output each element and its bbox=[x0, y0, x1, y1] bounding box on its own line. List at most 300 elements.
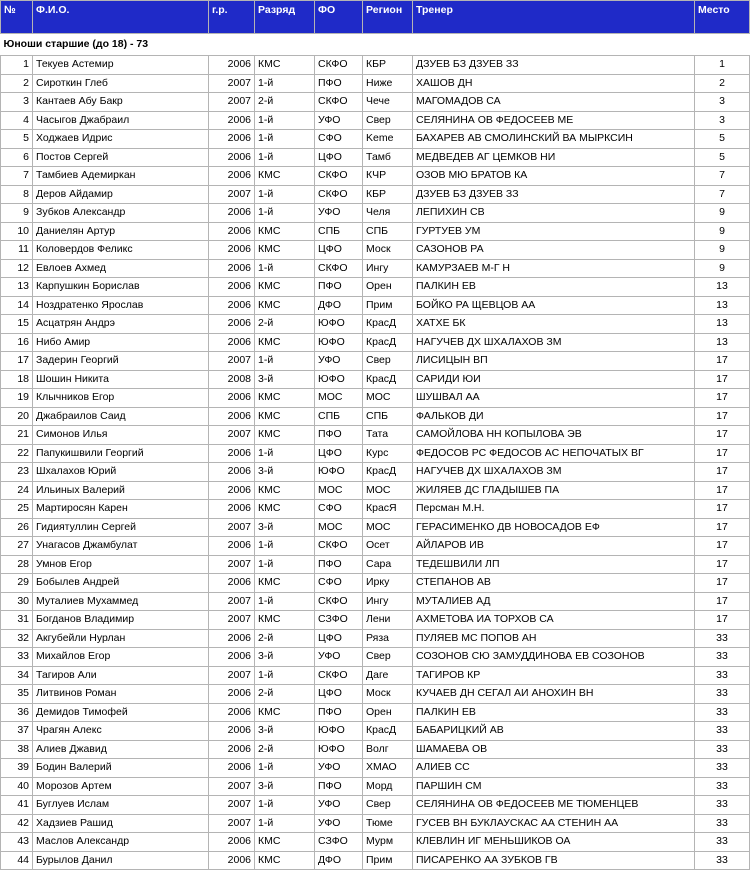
cell-row-num: 3 bbox=[1, 93, 33, 112]
cell-birth-year: 2006 bbox=[209, 389, 255, 408]
table-row bbox=[1, 111, 750, 130]
header-rank: Разряд bbox=[255, 1, 315, 34]
cell-place: 17 bbox=[695, 481, 750, 500]
cell-rank: 3-й bbox=[255, 463, 315, 482]
cell-athlete-name: Мартиросян Карен bbox=[33, 500, 209, 519]
cell-coach: ДЗУЕВ БЗ ДЗУЕВ ЗЗ bbox=[413, 185, 695, 204]
cell-rank: 1-й bbox=[255, 592, 315, 611]
header-num: № bbox=[1, 1, 33, 34]
cell-federal-district: ЦФО bbox=[315, 241, 363, 260]
cell-place: 13 bbox=[695, 278, 750, 297]
cell-birth-year: 2006 bbox=[209, 111, 255, 130]
cell-coach: ПУЛЯЕВ МС ПОПОВ АН bbox=[413, 629, 695, 648]
cell-region: КрасД bbox=[363, 463, 413, 482]
cell-region: КрасД bbox=[363, 333, 413, 352]
cell-place: 13 bbox=[695, 333, 750, 352]
cell-region: Чече bbox=[363, 93, 413, 112]
cell-place: 5 bbox=[695, 130, 750, 149]
cell-coach: ДЗУЕВ БЗ ДЗУЕВ ЗЗ bbox=[413, 56, 695, 75]
table-row bbox=[1, 722, 750, 741]
cell-athlete-name: Часыгов Джабраил bbox=[33, 111, 209, 130]
cell-rank: 3-й bbox=[255, 370, 315, 389]
cell-coach: ПИСАРЕНКО АА ЗУБКОВ ГВ bbox=[413, 851, 695, 870]
cell-region: КБР bbox=[363, 185, 413, 204]
cell-birth-year: 2007 bbox=[209, 74, 255, 93]
cell-region: МОС bbox=[363, 481, 413, 500]
cell-row-num: 2 bbox=[1, 74, 33, 93]
cell-region: Ингу bbox=[363, 259, 413, 278]
cell-rank: КМС bbox=[255, 481, 315, 500]
cell-place: 17 bbox=[695, 537, 750, 556]
cell-athlete-name: Клычников Егор bbox=[33, 389, 209, 408]
cell-place: 33 bbox=[695, 722, 750, 741]
header-fio: Ф.И.О. bbox=[33, 1, 209, 34]
cell-rank: 1-й bbox=[255, 148, 315, 167]
table-row bbox=[1, 500, 750, 519]
cell-region: Моск bbox=[363, 241, 413, 260]
cell-athlete-name: Коловердов Феликс bbox=[33, 241, 209, 260]
cell-rank: 3-й bbox=[255, 518, 315, 537]
cell-athlete-name: Асцатрян Андрэ bbox=[33, 315, 209, 334]
cell-region: Keme bbox=[363, 130, 413, 149]
cell-birth-year: 2006 bbox=[209, 296, 255, 315]
cell-place: 17 bbox=[695, 389, 750, 408]
cell-birth-year: 2006 bbox=[209, 407, 255, 426]
cell-row-num: 26 bbox=[1, 518, 33, 537]
cell-federal-district: ДФО bbox=[315, 296, 363, 315]
cell-row-num: 22 bbox=[1, 444, 33, 463]
table-row bbox=[1, 833, 750, 852]
cell-birth-year: 2006 bbox=[209, 833, 255, 852]
cell-birth-year: 2007 bbox=[209, 555, 255, 574]
cell-coach: НАГУЧЕВ ДХ ШХАЛАХОВ ЗМ bbox=[413, 333, 695, 352]
cell-birth-year: 2006 bbox=[209, 481, 255, 500]
cell-row-num: 4 bbox=[1, 111, 33, 130]
header-birth-year: г.р. bbox=[209, 1, 255, 34]
cell-birth-year: 2006 bbox=[209, 648, 255, 667]
table-row bbox=[1, 444, 750, 463]
cell-birth-year: 2008 bbox=[209, 370, 255, 389]
cell-row-num: 17 bbox=[1, 352, 33, 371]
cell-coach: ФАЛЬКОВ ДИ bbox=[413, 407, 695, 426]
table-row bbox=[1, 130, 750, 149]
cell-place: 7 bbox=[695, 167, 750, 186]
cell-rank: 1-й bbox=[255, 666, 315, 685]
table-row bbox=[1, 537, 750, 556]
cell-federal-district: СКФО bbox=[315, 592, 363, 611]
cell-place: 33 bbox=[695, 759, 750, 778]
cell-rank: 1-й bbox=[255, 759, 315, 778]
cell-row-num: 29 bbox=[1, 574, 33, 593]
cell-place: 9 bbox=[695, 204, 750, 223]
cell-place: 33 bbox=[695, 833, 750, 852]
cell-row-num: 13 bbox=[1, 278, 33, 297]
cell-rank: 1-й bbox=[255, 74, 315, 93]
table-row bbox=[1, 167, 750, 186]
cell-region: Свер bbox=[363, 352, 413, 371]
cell-coach: ПАЛКИН ЕВ bbox=[413, 703, 695, 722]
cell-birth-year: 2007 bbox=[209, 426, 255, 445]
cell-coach: ШАМАЕВА ОВ bbox=[413, 740, 695, 759]
table-row bbox=[1, 463, 750, 482]
cell-rank: КМС bbox=[255, 407, 315, 426]
cell-row-num: 23 bbox=[1, 463, 33, 482]
cell-coach: САМОЙЛОВА НН КОПЫЛОВА ЭВ bbox=[413, 426, 695, 445]
cell-coach: ФЕДОСОВ РС ФЕДОСОВ АС НЕПОЧАТЫХ ВГ bbox=[413, 444, 695, 463]
cell-region: ХМАО bbox=[363, 759, 413, 778]
cell-coach: ЖИЛЯЕВ ДС ГЛАДЫШЕВ ПА bbox=[413, 481, 695, 500]
table-row bbox=[1, 56, 750, 75]
cell-athlete-name: Джабраилов Саид bbox=[33, 407, 209, 426]
cell-place: 9 bbox=[695, 259, 750, 278]
cell-rank: 1-й bbox=[255, 259, 315, 278]
cell-athlete-name: Алиев Джавид bbox=[33, 740, 209, 759]
cell-region: МОС bbox=[363, 518, 413, 537]
cell-athlete-name: Ноздратенко Ярослав bbox=[33, 296, 209, 315]
table-row bbox=[1, 814, 750, 833]
cell-row-num: 15 bbox=[1, 315, 33, 334]
cell-birth-year: 2007 bbox=[209, 814, 255, 833]
cell-athlete-name: Шошин Никита bbox=[33, 370, 209, 389]
cell-row-num: 28 bbox=[1, 555, 33, 574]
cell-athlete-name: Унагасов Джамбулат bbox=[33, 537, 209, 556]
table-body bbox=[1, 34, 750, 870]
cell-place: 13 bbox=[695, 315, 750, 334]
cell-coach: СЕЛЯНИНА ОВ ФЕДОСЕЕВ МЕ bbox=[413, 111, 695, 130]
cell-federal-district: ПФО bbox=[315, 777, 363, 796]
cell-birth-year: 2006 bbox=[209, 685, 255, 704]
cell-region: Орен bbox=[363, 703, 413, 722]
cell-birth-year: 2006 bbox=[209, 500, 255, 519]
table-row bbox=[1, 222, 750, 241]
cell-region: Курс bbox=[363, 444, 413, 463]
cell-rank: КМС bbox=[255, 389, 315, 408]
cell-row-num: 34 bbox=[1, 666, 33, 685]
cell-coach: ГУРТУЕВ УМ bbox=[413, 222, 695, 241]
cell-row-num: 1 bbox=[1, 56, 33, 75]
cell-place: 33 bbox=[695, 777, 750, 796]
cell-rank: 2-й bbox=[255, 740, 315, 759]
table-row bbox=[1, 703, 750, 722]
cell-federal-district: ЦФО bbox=[315, 444, 363, 463]
cell-place: 33 bbox=[695, 685, 750, 704]
cell-row-num: 43 bbox=[1, 833, 33, 852]
cell-birth-year: 2006 bbox=[209, 629, 255, 648]
cell-athlete-name: Постов Сергей bbox=[33, 148, 209, 167]
cell-federal-district: СКФО bbox=[315, 56, 363, 75]
cell-athlete-name: Михайлов Егор bbox=[33, 648, 209, 667]
header-region: Регион bbox=[363, 1, 413, 34]
cell-birth-year: 2007 bbox=[209, 796, 255, 815]
cell-rank: КМС bbox=[255, 56, 315, 75]
cell-birth-year: 2006 bbox=[209, 333, 255, 352]
cell-row-num: 10 bbox=[1, 222, 33, 241]
cell-region: Свер bbox=[363, 796, 413, 815]
cell-place: 13 bbox=[695, 296, 750, 315]
cell-coach: ОЗОВ МЮ БРАТОВ КА bbox=[413, 167, 695, 186]
cell-federal-district: СКФО bbox=[315, 167, 363, 186]
cell-row-num: 19 bbox=[1, 389, 33, 408]
cell-athlete-name: Зубков Александр bbox=[33, 204, 209, 223]
cell-place: 9 bbox=[695, 222, 750, 241]
cell-coach: ХАШОВ ДН bbox=[413, 74, 695, 93]
cell-row-num: 14 bbox=[1, 296, 33, 315]
cell-athlete-name: Богданов Владимир bbox=[33, 611, 209, 630]
cell-coach: ПАРШИН СМ bbox=[413, 777, 695, 796]
cell-federal-district: ПФО bbox=[315, 703, 363, 722]
cell-place: 17 bbox=[695, 444, 750, 463]
cell-birth-year: 2006 bbox=[209, 259, 255, 278]
cell-athlete-name: Сироткин Глеб bbox=[33, 74, 209, 93]
cell-place: 33 bbox=[695, 851, 750, 870]
cell-region: МОС bbox=[363, 389, 413, 408]
cell-coach: СОЗОНОВ СЮ ЗАМУДДИНОВА ЕВ СОЗОНОВ bbox=[413, 648, 695, 667]
cell-birth-year: 2006 bbox=[209, 537, 255, 556]
cell-coach: ТЕДЕШВИЛИ ЛП bbox=[413, 555, 695, 574]
cell-federal-district: МОС bbox=[315, 481, 363, 500]
cell-place: 17 bbox=[695, 555, 750, 574]
cell-place: 2 bbox=[695, 74, 750, 93]
cell-coach: АХМЕТОВА ИА ТОРХОВ СА bbox=[413, 611, 695, 630]
cell-region: Орен bbox=[363, 278, 413, 297]
cell-federal-district: СЗФО bbox=[315, 611, 363, 630]
cell-place: 33 bbox=[695, 740, 750, 759]
table-row bbox=[1, 740, 750, 759]
table-row bbox=[1, 93, 750, 112]
cell-athlete-name: Карпушкин Борислав bbox=[33, 278, 209, 297]
cell-row-num: 41 bbox=[1, 796, 33, 815]
cell-rank: КМС bbox=[255, 278, 315, 297]
cell-place: 17 bbox=[695, 463, 750, 482]
cell-coach: КУЧАЕВ ДН СЕГАЛ АИ АНОХИН ВН bbox=[413, 685, 695, 704]
table-row bbox=[1, 759, 750, 778]
cell-row-num: 11 bbox=[1, 241, 33, 260]
cell-birth-year: 2007 bbox=[209, 185, 255, 204]
cell-federal-district: МОС bbox=[315, 389, 363, 408]
cell-rank: 2-й bbox=[255, 93, 315, 112]
cell-region: Волг bbox=[363, 740, 413, 759]
table-row bbox=[1, 370, 750, 389]
cell-coach: МАГОМАДОВ СА bbox=[413, 93, 695, 112]
cell-birth-year: 2007 bbox=[209, 518, 255, 537]
cell-place: 17 bbox=[695, 574, 750, 593]
cell-athlete-name: Папукишвили Георгий bbox=[33, 444, 209, 463]
cell-birth-year: 2007 bbox=[209, 93, 255, 112]
cell-rank: 3-й bbox=[255, 777, 315, 796]
cell-region: Моск bbox=[363, 685, 413, 704]
cell-row-num: 39 bbox=[1, 759, 33, 778]
cell-birth-year: 2006 bbox=[209, 278, 255, 297]
cell-region: Тюме bbox=[363, 814, 413, 833]
cell-athlete-name: Бодин Валерий bbox=[33, 759, 209, 778]
cell-athlete-name: Нибо Амир bbox=[33, 333, 209, 352]
cell-place: 33 bbox=[695, 796, 750, 815]
cell-athlete-name: Литвинов Роман bbox=[33, 685, 209, 704]
cell-rank: КМС bbox=[255, 296, 315, 315]
cell-federal-district: СКФО bbox=[315, 666, 363, 685]
table-row bbox=[1, 518, 750, 537]
cell-rank: КМС bbox=[255, 833, 315, 852]
cell-birth-year: 2006 bbox=[209, 574, 255, 593]
cell-coach: СЕЛЯНИНА ОВ ФЕДОСЕЕВ МЕ ТЮМЕНЦЕВ bbox=[413, 796, 695, 815]
cell-federal-district: УФО bbox=[315, 111, 363, 130]
cell-place: 33 bbox=[695, 814, 750, 833]
cell-federal-district: ЮФО bbox=[315, 333, 363, 352]
cell-birth-year: 2007 bbox=[209, 592, 255, 611]
cell-row-num: 27 bbox=[1, 537, 33, 556]
cell-place: 1 bbox=[695, 56, 750, 75]
cell-coach: САЗОНОВ РА bbox=[413, 241, 695, 260]
cell-row-num: 12 bbox=[1, 259, 33, 278]
cell-federal-district: ПФО bbox=[315, 555, 363, 574]
cell-federal-district: СКФО bbox=[315, 537, 363, 556]
group-title: Юноши старшие (до 18) - 73 bbox=[1, 34, 750, 56]
cell-place: 17 bbox=[695, 352, 750, 371]
cell-coach: ШУШВАЛ АА bbox=[413, 389, 695, 408]
cell-region: КрасД bbox=[363, 370, 413, 389]
cell-birth-year: 2006 bbox=[209, 722, 255, 741]
table-row bbox=[1, 796, 750, 815]
cell-row-num: 37 bbox=[1, 722, 33, 741]
cell-rank: КМС bbox=[255, 611, 315, 630]
cell-region: Морд bbox=[363, 777, 413, 796]
cell-coach: НАГУЧЕВ ДХ ШХАЛАХОВ ЗМ bbox=[413, 463, 695, 482]
cell-athlete-name: Шхалахов Юрий bbox=[33, 463, 209, 482]
cell-birth-year: 2007 bbox=[209, 777, 255, 796]
cell-rank: КМС bbox=[255, 222, 315, 241]
cell-coach: КЛЕВЛИН ИГ МЕНЬШИКОВ ОА bbox=[413, 833, 695, 852]
cell-rank: 1-й bbox=[255, 814, 315, 833]
cell-federal-district: ЮФО bbox=[315, 463, 363, 482]
cell-federal-district: СФО bbox=[315, 500, 363, 519]
cell-coach: ПАЛКИН ЕВ bbox=[413, 278, 695, 297]
cell-region: Свер bbox=[363, 648, 413, 667]
cell-federal-district: ЦФО bbox=[315, 148, 363, 167]
table-row bbox=[1, 426, 750, 445]
cell-federal-district: ЦФО bbox=[315, 629, 363, 648]
cell-coach: АЛИЕВ СС bbox=[413, 759, 695, 778]
cell-federal-district: ЮФО bbox=[315, 740, 363, 759]
cell-athlete-name: Чрагян Алекс bbox=[33, 722, 209, 741]
cell-birth-year: 2006 bbox=[209, 167, 255, 186]
cell-rank: 1-й bbox=[255, 204, 315, 223]
cell-row-num: 38 bbox=[1, 740, 33, 759]
cell-birth-year: 2007 bbox=[209, 666, 255, 685]
cell-rank: 2-й bbox=[255, 629, 315, 648]
cell-athlete-name: Симонов Илья bbox=[33, 426, 209, 445]
table-row bbox=[1, 777, 750, 796]
cell-federal-district: УФО bbox=[315, 648, 363, 667]
cell-rank: 1-й bbox=[255, 111, 315, 130]
cell-athlete-name: Текуев Астемир bbox=[33, 56, 209, 75]
cell-row-num: 21 bbox=[1, 426, 33, 445]
cell-federal-district: УФО bbox=[315, 352, 363, 371]
table-row bbox=[1, 592, 750, 611]
table-row bbox=[1, 611, 750, 630]
cell-federal-district: ДФО bbox=[315, 851, 363, 870]
cell-row-num: 24 bbox=[1, 481, 33, 500]
cell-coach: БАХАРЕВ АВ СМОЛИНСКИЙ ВА МЫРКСИН bbox=[413, 130, 695, 149]
table-row bbox=[1, 685, 750, 704]
cell-birth-year: 2006 bbox=[209, 463, 255, 482]
cell-region: Челя bbox=[363, 204, 413, 223]
cell-federal-district: ПФО bbox=[315, 426, 363, 445]
cell-region: Тата bbox=[363, 426, 413, 445]
cell-region: КрасД bbox=[363, 315, 413, 334]
cell-row-num: 32 bbox=[1, 629, 33, 648]
cell-athlete-name: Задерин Георгий bbox=[33, 352, 209, 371]
cell-rank: 2-й bbox=[255, 685, 315, 704]
cell-federal-district: МОС bbox=[315, 518, 363, 537]
cell-row-num: 7 bbox=[1, 167, 33, 186]
cell-region: КЧР bbox=[363, 167, 413, 186]
cell-birth-year: 2006 bbox=[209, 851, 255, 870]
cell-region: Даге bbox=[363, 666, 413, 685]
table-row bbox=[1, 851, 750, 870]
cell-birth-year: 2006 bbox=[209, 222, 255, 241]
cell-place: 17 bbox=[695, 426, 750, 445]
cell-federal-district: УФО bbox=[315, 759, 363, 778]
cell-row-num: 36 bbox=[1, 703, 33, 722]
cell-place: 17 bbox=[695, 592, 750, 611]
cell-federal-district: СФО bbox=[315, 574, 363, 593]
cell-row-num: 9 bbox=[1, 204, 33, 223]
cell-region: Ирку bbox=[363, 574, 413, 593]
cell-athlete-name: Умнов Егор bbox=[33, 555, 209, 574]
cell-birth-year: 2006 bbox=[209, 241, 255, 260]
cell-row-num: 31 bbox=[1, 611, 33, 630]
cell-rank: КМС bbox=[255, 167, 315, 186]
cell-region: Ингу bbox=[363, 592, 413, 611]
cell-row-num: 6 bbox=[1, 148, 33, 167]
cell-rank: 1-й bbox=[255, 130, 315, 149]
cell-rank: 3-й bbox=[255, 648, 315, 667]
cell-place: 33 bbox=[695, 629, 750, 648]
cell-region: Ниже bbox=[363, 74, 413, 93]
cell-federal-district: ПФО bbox=[315, 74, 363, 93]
cell-rank: 1-й bbox=[255, 537, 315, 556]
cell-federal-district: СПБ bbox=[315, 222, 363, 241]
cell-region: Прим bbox=[363, 851, 413, 870]
cell-row-num: 44 bbox=[1, 851, 33, 870]
cell-birth-year: 2007 bbox=[209, 611, 255, 630]
table-header bbox=[1, 1, 750, 34]
cell-coach: ЛЕПИХИН СВ bbox=[413, 204, 695, 223]
cell-row-num: 33 bbox=[1, 648, 33, 667]
cell-federal-district: ПФО bbox=[315, 278, 363, 297]
cell-federal-district: УФО bbox=[315, 814, 363, 833]
cell-place: 3 bbox=[695, 111, 750, 130]
cell-federal-district: УФО bbox=[315, 796, 363, 815]
cell-federal-district: ЮФО bbox=[315, 315, 363, 334]
cell-rank: КМС bbox=[255, 851, 315, 870]
cell-rank: КМС bbox=[255, 426, 315, 445]
table-row bbox=[1, 74, 750, 93]
cell-birth-year: 2006 bbox=[209, 56, 255, 75]
cell-place: 17 bbox=[695, 370, 750, 389]
cell-region: КрасЯ bbox=[363, 500, 413, 519]
cell-birth-year: 2006 bbox=[209, 444, 255, 463]
table-row bbox=[1, 278, 750, 297]
header-place: Место bbox=[695, 1, 750, 34]
cell-federal-district: СФО bbox=[315, 130, 363, 149]
cell-athlete-name: Хадзиев Рашид bbox=[33, 814, 209, 833]
cell-region: Сара bbox=[363, 555, 413, 574]
cell-place: 9 bbox=[695, 241, 750, 260]
cell-athlete-name: Деров Айдамир bbox=[33, 185, 209, 204]
cell-athlete-name: Тамбиев Адемиркан bbox=[33, 167, 209, 186]
cell-place: 7 bbox=[695, 185, 750, 204]
